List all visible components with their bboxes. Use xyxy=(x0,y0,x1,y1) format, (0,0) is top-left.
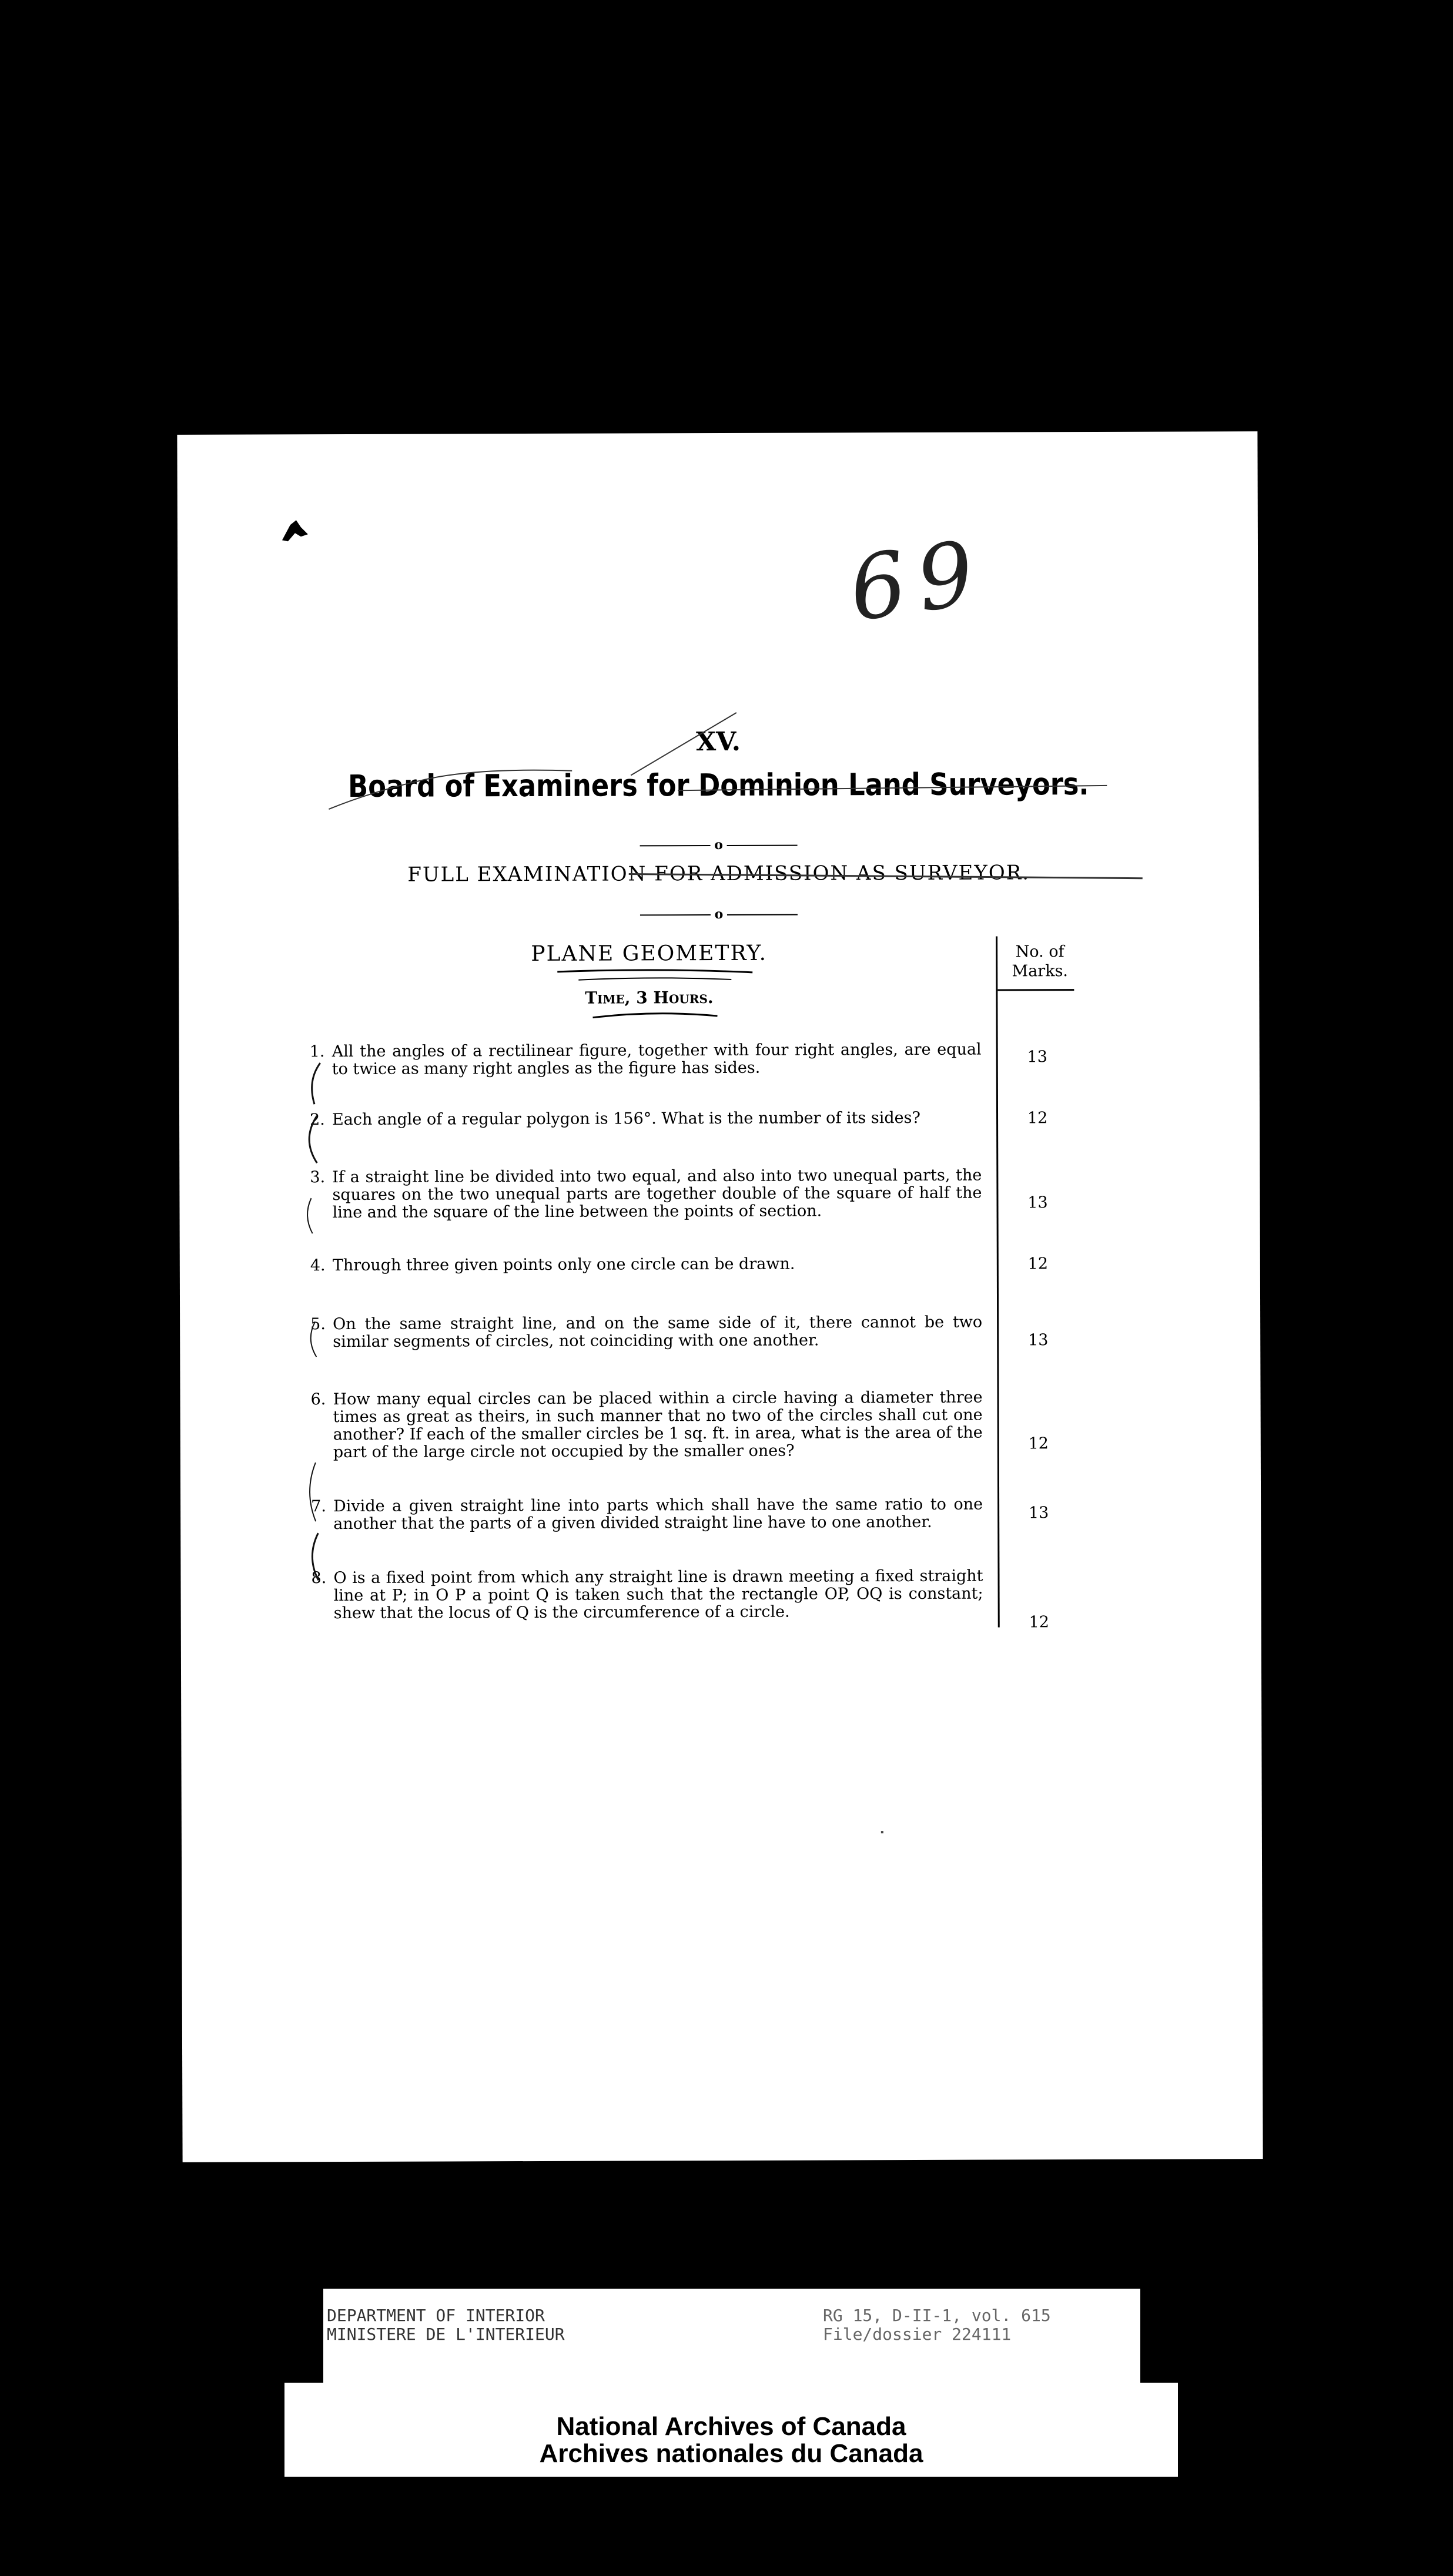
subject-title: PLANE GEOMETRY. xyxy=(531,941,768,967)
question-4 xyxy=(310,1255,982,1275)
pencil-bracket-marks xyxy=(297,1057,334,1621)
question-text: Through three given points only one circle can be drawn. xyxy=(332,1255,795,1275)
time-allowed: Time, 3 Hours. xyxy=(585,988,714,1008)
question-7 xyxy=(311,1495,983,1534)
question-2-marks: 12 xyxy=(1027,1109,1048,1128)
exam-paper-sheet xyxy=(177,431,1263,2162)
question-6 xyxy=(310,1388,983,1462)
question-text: All the angles of a rectilinear figure, together with four right angles, are equal to twice as many right angles as the figure has sides. xyxy=(332,1040,982,1079)
marks-column-divider xyxy=(996,937,1000,1628)
speck xyxy=(881,1831,883,1833)
question-5-marks: 13 xyxy=(1027,1331,1049,1350)
question-2 xyxy=(310,1108,982,1129)
department-lines: DEPARTMENT OF INTERIOR MINISTERE DE L'INTERIEUR xyxy=(327,2306,565,2344)
file-reference: RG 15, D-II-1, vol. 615 File/dossier 224111 xyxy=(823,2306,1051,2344)
question-number: 8. xyxy=(311,1569,327,1588)
board-title: Board of Examiners for Dominion Land Surveyors. xyxy=(347,767,1089,804)
paper-number: XV. xyxy=(695,726,741,757)
question-3-marks: 13 xyxy=(1027,1193,1048,1212)
folio-number: 69 xyxy=(843,521,992,642)
marks-header-rule xyxy=(997,989,1074,991)
separator-2: o xyxy=(179,905,1259,924)
archive-reference-stamp xyxy=(323,2289,1140,2383)
archive-name-fr: Archives nationales du Canada xyxy=(539,2439,923,2468)
question-text: Divide a given straight line into parts which shall have the same ratio to one another that the parts of a given divided straight line have to one another. xyxy=(333,1495,983,1534)
question-number: 6. xyxy=(310,1390,326,1409)
pencil-strikethrough xyxy=(325,766,1113,815)
question-text: Each angle of a regular polygon is 156°. What is the number of its sides? xyxy=(332,1108,920,1129)
question-number: 1. xyxy=(309,1042,325,1061)
separator: o xyxy=(179,836,1259,854)
question-text: If a straight line be divided into two equal, and also into two unequal parts, the squares on the two unequal parts are together double of the square of half the line and the square of the line between the points of section. xyxy=(332,1166,982,1222)
question-6-marks: 12 xyxy=(1028,1434,1049,1453)
question-text: How many equal circles can be placed within a circle having a diameter three times as great as theirs, in such manner that no two of the circles shall cut one another? If each of the smaller circles be 1 sq. ft. in area, what is the area of the part of the large circle not occupied by the smaller ones? xyxy=(333,1388,983,1462)
question-4-marks: 12 xyxy=(1027,1255,1049,1273)
marks-column-header: No. of Marks. xyxy=(1012,942,1069,981)
question-8-marks: 12 xyxy=(1029,1613,1049,1632)
exam-title: FULL EXAMINATION FOR ADMISSION AS SURVEYOR. xyxy=(407,861,1030,887)
question-8 xyxy=(311,1567,983,1623)
question-number: 3. xyxy=(310,1168,326,1187)
punch-mark-icon xyxy=(277,516,313,546)
question-text: O is a fixed point from which any straight line is drawn meeting a fixed straight line at P; in O P a point Q is taken such that the rectangle OP, OQ is constant; shew that the locus of Q is the circumference of a circle. xyxy=(333,1567,983,1623)
question-3 xyxy=(310,1166,982,1222)
question-number: 7. xyxy=(311,1497,326,1516)
question-5 xyxy=(310,1313,983,1351)
question-1 xyxy=(309,1040,982,1079)
question-number: 5. xyxy=(310,1315,326,1334)
subject-underline xyxy=(555,967,755,985)
question-text: On the same straight line, and on the same side of it, there cannot be two similar segments of circles, not coinciding with one another. xyxy=(333,1313,983,1351)
question-number: 4. xyxy=(310,1256,326,1275)
question-1-marks: 13 xyxy=(1027,1048,1047,1066)
time-underline xyxy=(590,1009,719,1021)
pencil-strikethrough-2 xyxy=(625,867,1154,886)
question-7-marks: 13 xyxy=(1028,1504,1049,1522)
archive-name-en: National Archives of Canada xyxy=(556,2412,906,2441)
archive-banner xyxy=(284,2383,1178,2477)
question-number: 2. xyxy=(310,1111,325,1129)
